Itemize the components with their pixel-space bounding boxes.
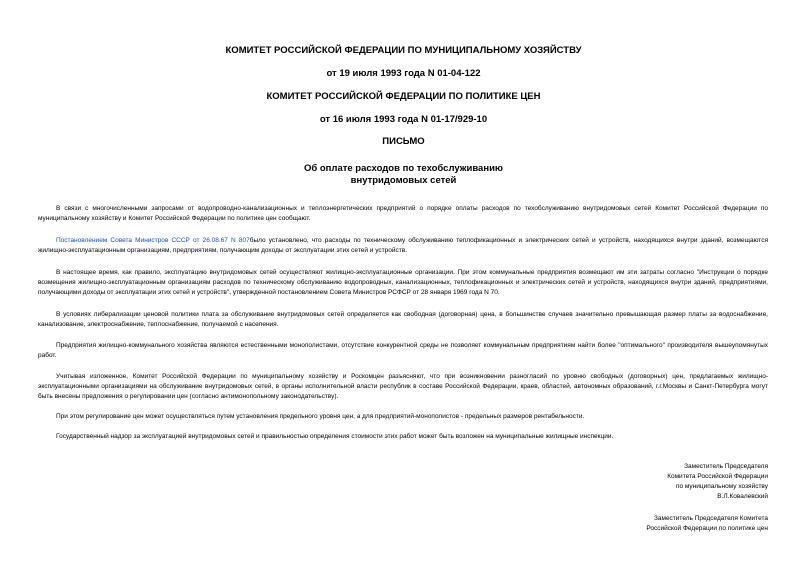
document-subject (0, 163, 807, 187)
issuer-date-prices: от 16 июля 1993 года N 01-17/929-10 (319, 114, 488, 125)
paragraph-8: Государственный надзор за эксплуатацией внутридомовых сетей и правильностью определения стоимости этих работ может быть возложен на муниципальные жилищные инспекции. (56, 433, 614, 440)
paragraph-6: Учитывая изложенное, Комитет Российской Федерации по муниципальному хозяйству и Роскомцен разъясняют, что при возникновении разногласий по уровню свободных (договорных) цен, предлагаемых жилищно-эксплуатационными организациями на обслуживание внутридомовых сетей, в органы исполнительной власти республик в составе Российской Федерации, краев, областей, автономных образований, г.г.Москвы и Санкт-Петербурга могут быть внесены предложения о регулировании цен (согласно антимонопольному законодательству). (38, 373, 768, 400)
issuer-title-prices: КОМИТЕТ РОССИЙСКОЙ ФЕДЕРАЦИИ ПО ПОЛИТИКЕ ЦЕН (266, 91, 541, 102)
subject-line-1: Об оплате расходов по техобслуживанию (303, 163, 504, 174)
signature-1-line-2: Комитета Российской Федерации (667, 473, 768, 480)
paragraph-5: Предприятия жилищно-коммунального хозяйства являются естественными монополистами, отсутствие конкурентной среды не позволяет коммунальным предприятиям найти более "оптимального" производителя вышеупомянутых работ. (38, 342, 768, 359)
paragraph-2-text: было установлено, что расходы по техническому обслуживанию теплофикационных и электрических сетей и устройств, находящихся внутри зданий, возмещаются жилищно-эксплуатационным организациям, предприятиям, получающим доходы от эксплуатации этих сетей и устройств. (38, 237, 768, 254)
signature-2-line-2: Российской Федерации по политике цен (646, 525, 768, 532)
issuer-date-municipal: от 19 июля 1993 года N 01-04-122 (326, 68, 481, 79)
paragraph-4: В условиях либерализации ценовой политики плата за обслуживание внутридомовых сетей определяется как свободная (договорная) цена, в большинстве случаев значительно превышающая размер платы за водоснабжение, канализование, электроснабжение, теплоснабжение, получаемой с населения. (38, 311, 768, 328)
signature-block-municipal (667, 462, 768, 502)
signature-block-prices (646, 514, 768, 534)
paragraph-7: При этом регулирование цен может осуществляться путем установления предельного уровня цен, а для предприятий-монополистов - предельных размеров рентабельности. (56, 413, 585, 420)
subject-line-2: внутридомовых сетей (350, 175, 457, 186)
signature-1-name: В.Л.Ковалевский (717, 493, 768, 500)
decree-link[interactable]: Постановлением Совета Министров СССР от 26.08.67 N 807 (56, 237, 250, 244)
issuer-title-municipal: КОМИТЕТ РОССИЙСКОЙ ФЕДЕРАЦИИ ПО МУНИЦИПАЛЬНОМУ ХОЗЯЙСТВУ (225, 45, 582, 56)
signature-2-line-1: Заместитель Председателя Комитета (653, 515, 768, 522)
paragraph-1: В связи с многочисленными запросами от водопроводно-канализационных и теплоэнергетических предприятий о порядке оплаты расходов по техобслуживанию внутридомовых сетей Комитет Российской Федерации по муниципальному хозяйству и Комитет Российской Федерации по политике цен сообщают. (38, 205, 768, 222)
paragraph-2 (38, 236, 768, 256)
paragraph-3: В настоящее время, как правило, эксплуатацию внутридомовых сетей осуществляют жилищно-эксплуатационные организации. При этом коммунальные предприятия возмещают им эти затраты согласно "Инструкции о порядке возмещения жилищно-эксплуатационным организациям расходов по техническому обслуживанию водопроводных, канализационных, теплофикационных и электрических сетей и устройств, находящихся внутри зданий, предприятиями, получающими доходы от эксплуатации этих сетей и устройств", утвержденной постановлением Совета Министров РСФСР от 28 января 1969 года N 70. (38, 269, 768, 296)
signature-1-line-1: Заместитель Председателя (684, 463, 768, 470)
document-type: ПИСЬМО (382, 136, 425, 147)
signature-1-line-3: по муниципальному хозяйству (675, 483, 768, 490)
